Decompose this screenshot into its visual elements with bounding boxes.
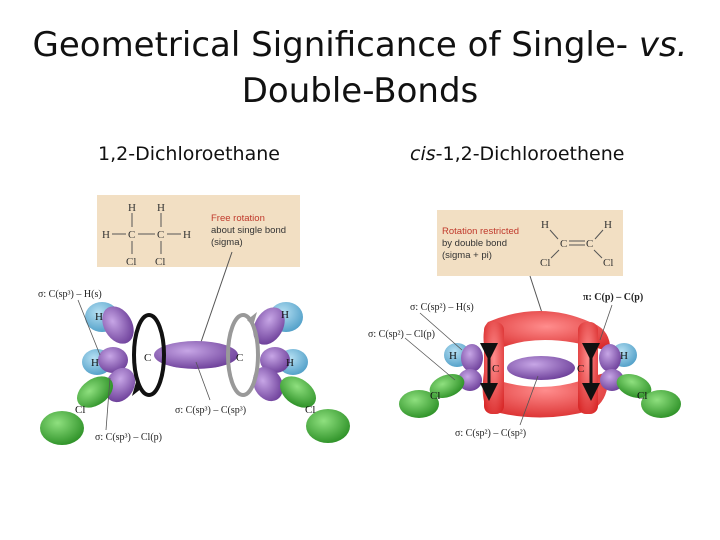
left-heading: 1,2-Dichloroethane — [98, 143, 280, 165]
ethene-right-h-label: H — [620, 350, 628, 362]
left-c-label: C — [144, 352, 152, 364]
ethene-molecule — [399, 305, 681, 425]
formula-c2: C — [157, 229, 165, 241]
left-callout-line1: Free rotation — [211, 213, 265, 224]
right-label-cc: σ: C(sp²) – C(sp²) — [455, 428, 527, 439]
right-label-pi: π: C(p) – C(p) — [583, 292, 644, 303]
ethene-left-cl-label: Cl — [430, 390, 441, 402]
right-callout-line1: Rotation restricted — [442, 226, 520, 237]
formula-cl2: Cl — [155, 256, 166, 268]
formula-h4: H — [183, 229, 191, 241]
formula2-c1: C — [560, 238, 568, 250]
right-label-ch: σ: C(sp²) – H(s) — [410, 302, 474, 313]
ethene-right-cl-label: Cl — [637, 390, 648, 402]
left-callout-line3: (sigma) — [211, 237, 243, 248]
right-c-label: C — [236, 352, 244, 364]
right-h-mid-label: H — [286, 357, 294, 369]
formula2-h1: H — [541, 219, 549, 231]
title-line1: Geometrical Significance of Single- — [32, 25, 639, 65]
formula2-c2: C — [586, 238, 594, 250]
left-cl-label: Cl — [75, 404, 86, 416]
ethene-left-c-label: C — [492, 363, 500, 375]
left-label-ch: σ: C(sp³) – H(s) — [38, 289, 102, 300]
right-heading-italic: cis — [410, 143, 436, 165]
formula-c1: C — [128, 229, 136, 241]
formula2-cl2: Cl — [603, 257, 614, 269]
left-h-mid-label: H — [91, 357, 99, 369]
right-callout-line2: by double bond — [442, 238, 507, 249]
ethene-right-c-lobe-up — [599, 344, 621, 372]
left-cl-lobe-b — [40, 411, 84, 445]
formula2-h2: H — [604, 219, 612, 231]
right-h-top-label: H — [281, 309, 289, 321]
right-callout-line3: (sigma + pi) — [442, 250, 492, 261]
formula-h1: H — [128, 202, 136, 214]
ethene-left-c-lobe-up — [461, 344, 483, 372]
cc-sigma2-orbital — [507, 356, 575, 380]
formula2-cl1: Cl — [540, 257, 551, 269]
right-label-ccl: σ: C(sp²) – Cl(p) — [368, 329, 435, 340]
formula-cl1: Cl — [126, 256, 137, 268]
cc-sigma-orbital — [154, 341, 238, 369]
ethene-left-h-label: H — [449, 350, 457, 362]
title-line2: Double-Bonds — [241, 71, 479, 111]
ethene-right-c-label: C — [577, 363, 585, 375]
left-label-ccl: σ: C(sp³) – Cl(p) — [95, 432, 162, 443]
right-cl-label: Cl — [305, 404, 316, 416]
formula-h2: H — [157, 202, 165, 214]
title-italic: vs. — [638, 25, 688, 65]
formula-h3: H — [102, 229, 110, 241]
left-callout-line2: about single bond — [211, 225, 287, 236]
left-h-top-label: H — [95, 311, 103, 323]
left-label-cc: σ: C(sp³) – C(sp³) — [175, 405, 247, 416]
ethane-molecule — [40, 300, 350, 445]
right-heading-rest: -1,2-Dichloroethene — [435, 143, 625, 165]
